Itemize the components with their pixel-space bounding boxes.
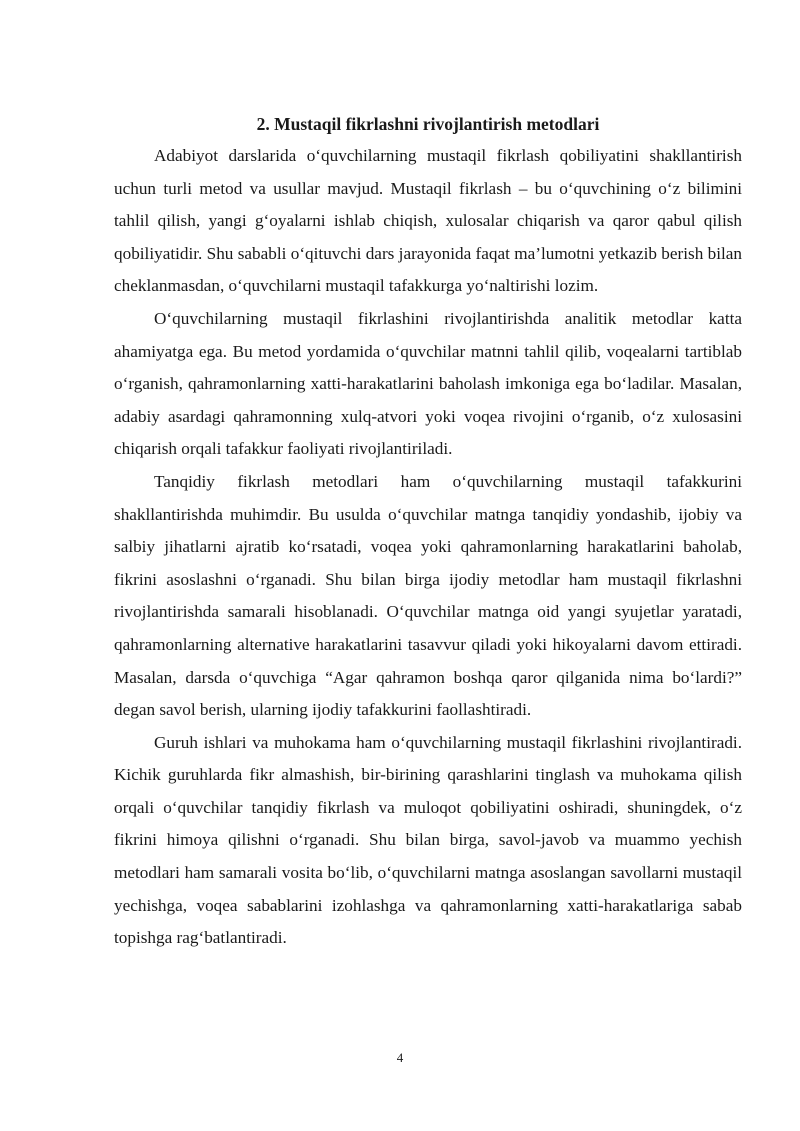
page-number: 4 (396, 1050, 404, 1065)
paragraph-methods-intro: Adabiyot darslarida o‘quvchilarning mustaqil fikrlash qobiliyatini shakllantirish uchun turli metod va usullar mavjud. Mustaqil fikrlash – bu o‘quvchining o‘z bilimini tahlil qilish, yangi g‘oyalarni ishlab chiqish, xulosalar chiqarish va qaror qabul qilish qobiliyatidir. Shu sababli o‘qituvchi dars jarayonida faqat ma’lumotni yetkazib berish bilan cheklanmasdan, o‘quvchilarni mustaqil tafakkurga yo‘naltirishi lozim. (114, 146, 742, 296)
paragraph-critical-creative-methods: Tanqidiy fikrlash metodlari ham o‘quvchilarning mustaqil tafakkurini shakllantirishda muhimdir. Bu usulda o‘quvchilar matnga tanqidiy yondashib, ijobiy va salbiy jihatlarni ajratib ko‘rsatadi, voqea yoki qahramonlarning harakatlarini baholab, fikrini asoslashni o‘rganadi. Shu bilan birga ijodiy metodlar ham mustaqil fikrlashni rivojlantirishda samarali hisoblanadi. O‘quvchilar matnga oid yangi syujetlar yaratadi, qahramonlarning alternative harakatlarini tasavvur qiladi yoki hikoyalarni davom ettiradi. Masalan, darsda o‘quvchiga “Agar qahramon boshqa qaror qilganida nima bo‘lardi?” degan savol berish, ularning ijodiy tafakkurini faollashtiradi. (114, 471, 742, 720)
section-heading: 2. Mustaqil fikrlashni rivojlantirish metodlari (256, 114, 600, 134)
paragraph-group-work: Guruh ishlari va muhokama ham o‘quvchilarning mustaqil fikrlashini rivojlantiradi. Kichik guruhlarda fikr almashish, bir-birining qarashlarini tinglash va muhokama qilish orqali o‘quvchilar tanqidiy fikrlash va muloqot qobiliyatini oshiradi, shuningdek, o‘z fikrini himoya qilishni o‘rganadi. Shu bilan birga, savol-javob va muammo yechish metodlari ham samarali vosita bo‘lib, o‘quvchilarni matnga asoslangan savollarni mustaqil yechishga, voqea sabablarini izohlashga va qahramonlarning xatti-harakatlariga sabab topishga rag‘batlantiradi. (114, 732, 742, 948)
body-text (114, 140, 742, 955)
paragraph-analytic-methods: O‘quvchilarning mustaqil fikrlashini rivojlantirishda analitik metodlar katta ahamiyatga ega. Bu metod yordamida o‘quvchilar matnni tahlil qilib, voqealarni tartiblab o‘rganish, qahramonlarning xatti-harakatlarini baholash imkoniga ega bo‘ladilar. Masalan, adabiy asardagi qahramonning xulq-atvori yoki voqea rivojini o‘rganib, o‘z xulosasini chiqarish orqali tafakkur faoliyati rivojlantiriladi. (114, 308, 742, 459)
